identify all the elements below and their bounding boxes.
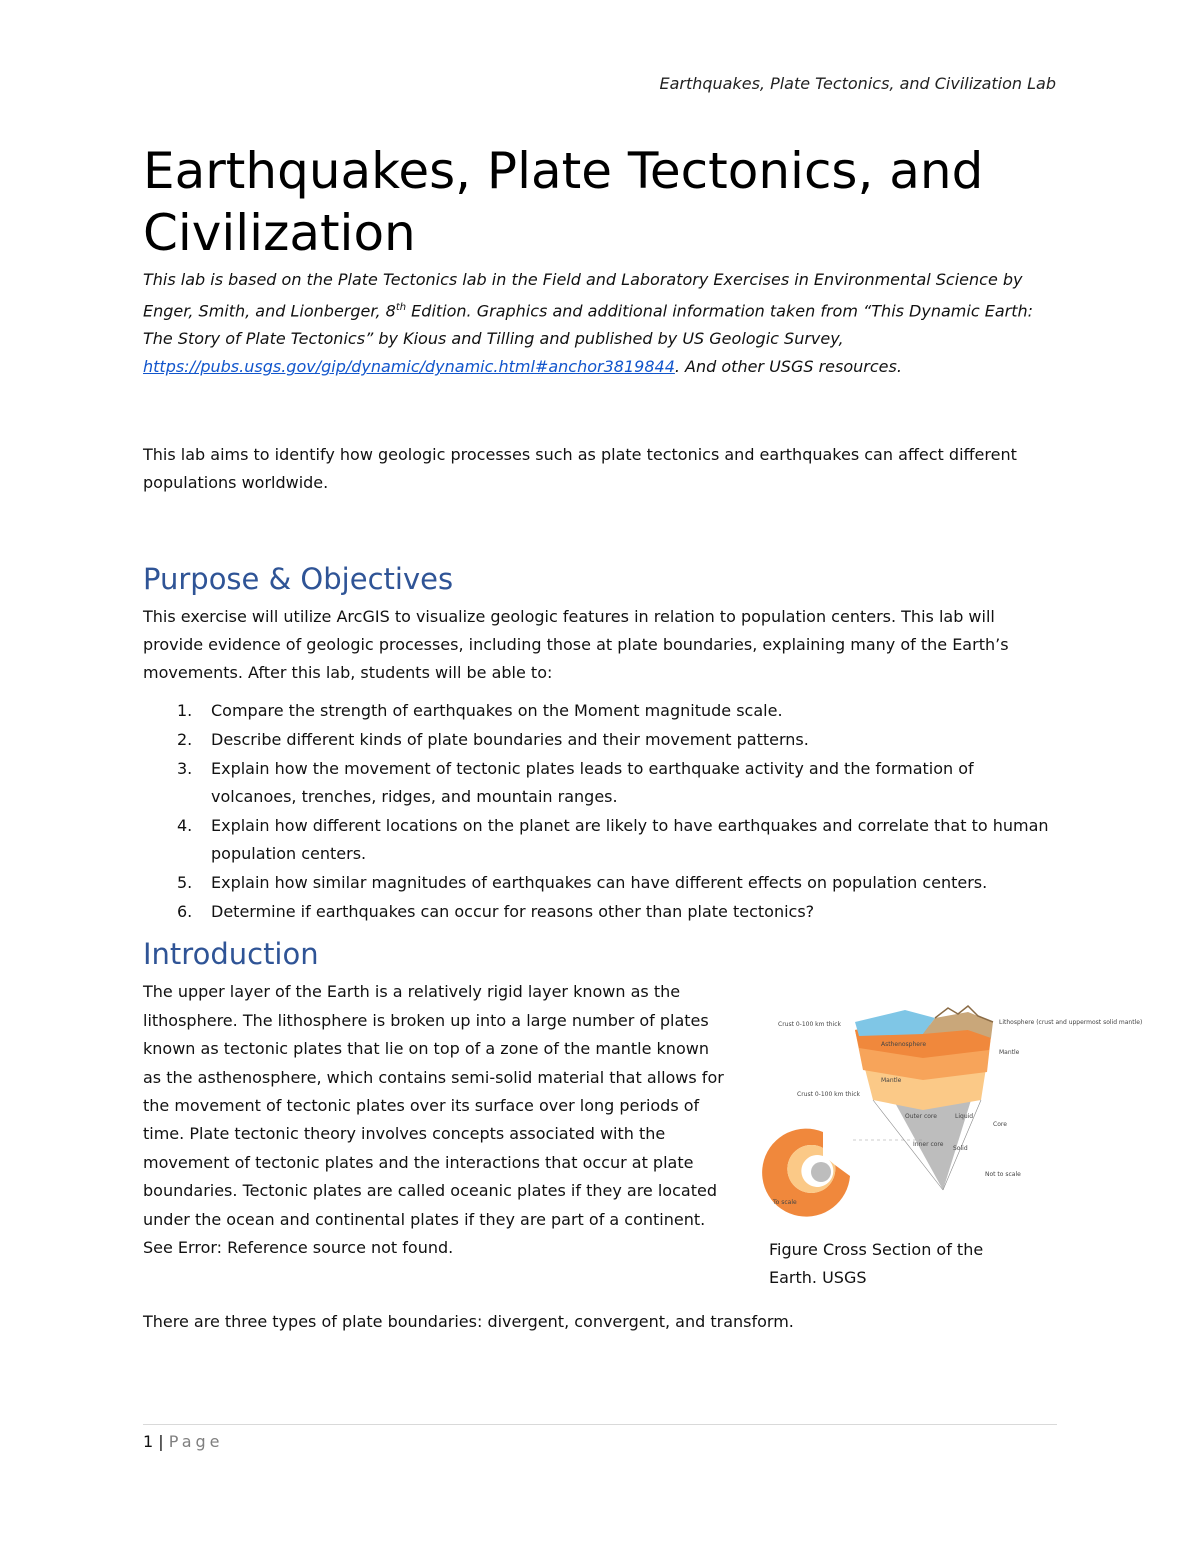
page-number: 1 bbox=[143, 1432, 154, 1451]
list-number: 4. bbox=[177, 816, 193, 836]
list-number: 2. bbox=[177, 730, 193, 750]
list-item bbox=[143, 726, 1057, 754]
list-item bbox=[143, 755, 1057, 811]
page-footer bbox=[143, 1432, 224, 1451]
list-text: Explain how similar magnitudes of earthquakes can have different effects on population centers. bbox=[211, 873, 988, 893]
earth-cross-section-figure bbox=[763, 1000, 1143, 1220]
list-text: Determine if earthquakes can occur for reasons other than plate tectonics? bbox=[211, 902, 815, 922]
list-number: 3. bbox=[177, 759, 193, 779]
label-mantle: Mantle bbox=[881, 1077, 902, 1085]
list-number: 1. bbox=[177, 701, 193, 721]
label-crust: Crust 0-100 km thick bbox=[778, 1021, 842, 1029]
list-text: Explain how different locations on the planet are likely to have earthquakes and correlate that to human population centers. bbox=[211, 816, 1049, 864]
lab-aim: This lab aims to identify how geologic processes such as plate tectonics and earthquakes can affect different populations worldwide. bbox=[143, 445, 1017, 493]
document-title bbox=[143, 140, 1057, 264]
list-item bbox=[143, 697, 1057, 725]
introduction-heading: Introduction bbox=[143, 937, 319, 972]
page-content bbox=[143, 140, 1143, 1336]
list-number: 6. bbox=[177, 902, 193, 922]
list-item bbox=[143, 812, 1057, 868]
list-text: Describe different kinds of plate boundaries and their movement patterns. bbox=[211, 730, 809, 750]
label-inner-core: Inner core bbox=[913, 1141, 944, 1149]
list-item bbox=[143, 898, 1057, 926]
label-core: Core bbox=[993, 1121, 1007, 1129]
usgs-link[interactable]: https://pubs.usgs.gov/gip/dynamic/dynamic.html#anchor3819844 bbox=[143, 357, 675, 377]
title-line-1: Earthquakes, Plate Tectonics, and bbox=[143, 142, 984, 200]
source-attribution bbox=[143, 266, 1055, 381]
running-header: Earthquakes, Plate Tectonics, and Civilization Lab bbox=[659, 74, 1056, 93]
footer-divider bbox=[143, 1424, 1057, 1425]
label-lithosphere: Lithosphere (crust and uppermost solid mantle) bbox=[999, 1019, 1143, 1027]
attribution-superscript: th bbox=[395, 302, 407, 313]
label-not-to-scale: Not to scale bbox=[985, 1171, 1021, 1179]
label-mantle-side: Mantle bbox=[999, 1049, 1020, 1057]
figure-caption: Figure Cross Section of the Earth. USGS bbox=[769, 1240, 984, 1288]
list-text: Explain how the movement of tectonic plates leads to earthquake activity and the formation of volcanoes, trenches, ridges, and mountain ranges. bbox=[211, 759, 974, 807]
list-number: 5. bbox=[177, 873, 193, 893]
label-asthenosphere: Asthenosphere bbox=[881, 1041, 927, 1049]
plate-boundary-types: There are three types of plate boundaries: divergent, convergent, and transform. bbox=[143, 1312, 794, 1332]
label-liquid: Liquid bbox=[955, 1113, 974, 1121]
label-to-scale: To scale bbox=[773, 1199, 797, 1207]
introduction-body: The upper layer of the Earth is a relatively rigid layer known as the lithosphere. The lithosphere is broken up into a large number of plates known as tectonic plates that lie on top of a zone of the mantle known as the asthenosphere, which contains semi-solid material that allows for the movement of tectonic plates over its surface over long periods of time. Plate tectonic theory involves concepts associated with the movement of tectonic plates and the interactions that occur at plate boundaries. Tectonic plates are called oceanic plates if they are located under the ocean and continental plates if they are part of a continent. See Error: Reference source not found. bbox=[143, 982, 724, 1257]
label-outer-core: Outer core bbox=[905, 1113, 937, 1121]
earth-layer-wedge bbox=[853, 1006, 993, 1190]
introduction-section bbox=[143, 978, 1143, 1298]
list-item bbox=[143, 869, 1057, 897]
title-line-2: Civilization bbox=[143, 204, 416, 262]
label-solid: Solid bbox=[953, 1145, 968, 1153]
purpose-heading: Purpose & Objectives bbox=[143, 562, 454, 597]
label-crust-ring: Crust 0-100 km thick bbox=[797, 1091, 861, 1099]
objectives-list bbox=[143, 697, 1057, 926]
page-separator: | bbox=[158, 1432, 164, 1451]
attribution-text-2: Edition. Graphics and additional information taken from “This Dynamic Earth: The Story of Plate Tectonics” by Kious and Tilling and published by US Geologic Survey, bbox=[143, 301, 1033, 349]
attribution-text-1: This lab is based on the Plate Tectonics lab in the Field and Laboratory Exercises in Environmental Science by Enger, Smith, and Lionberger, 8 bbox=[143, 270, 1023, 321]
list-text: Compare the strength of earthquakes on the Moment magnitude scale. bbox=[211, 701, 783, 721]
attribution-text-3: . And other USGS resources. bbox=[674, 357, 902, 377]
page-label: Page bbox=[168, 1432, 224, 1451]
purpose-body: This exercise will utilize ArcGIS to visualize geologic features in relation to population centers. This lab will provide evidence of geologic processes, including those at plate boundaries, explaining many of the Earth’s movements. After this lab, students will be able to: bbox=[143, 607, 1009, 683]
